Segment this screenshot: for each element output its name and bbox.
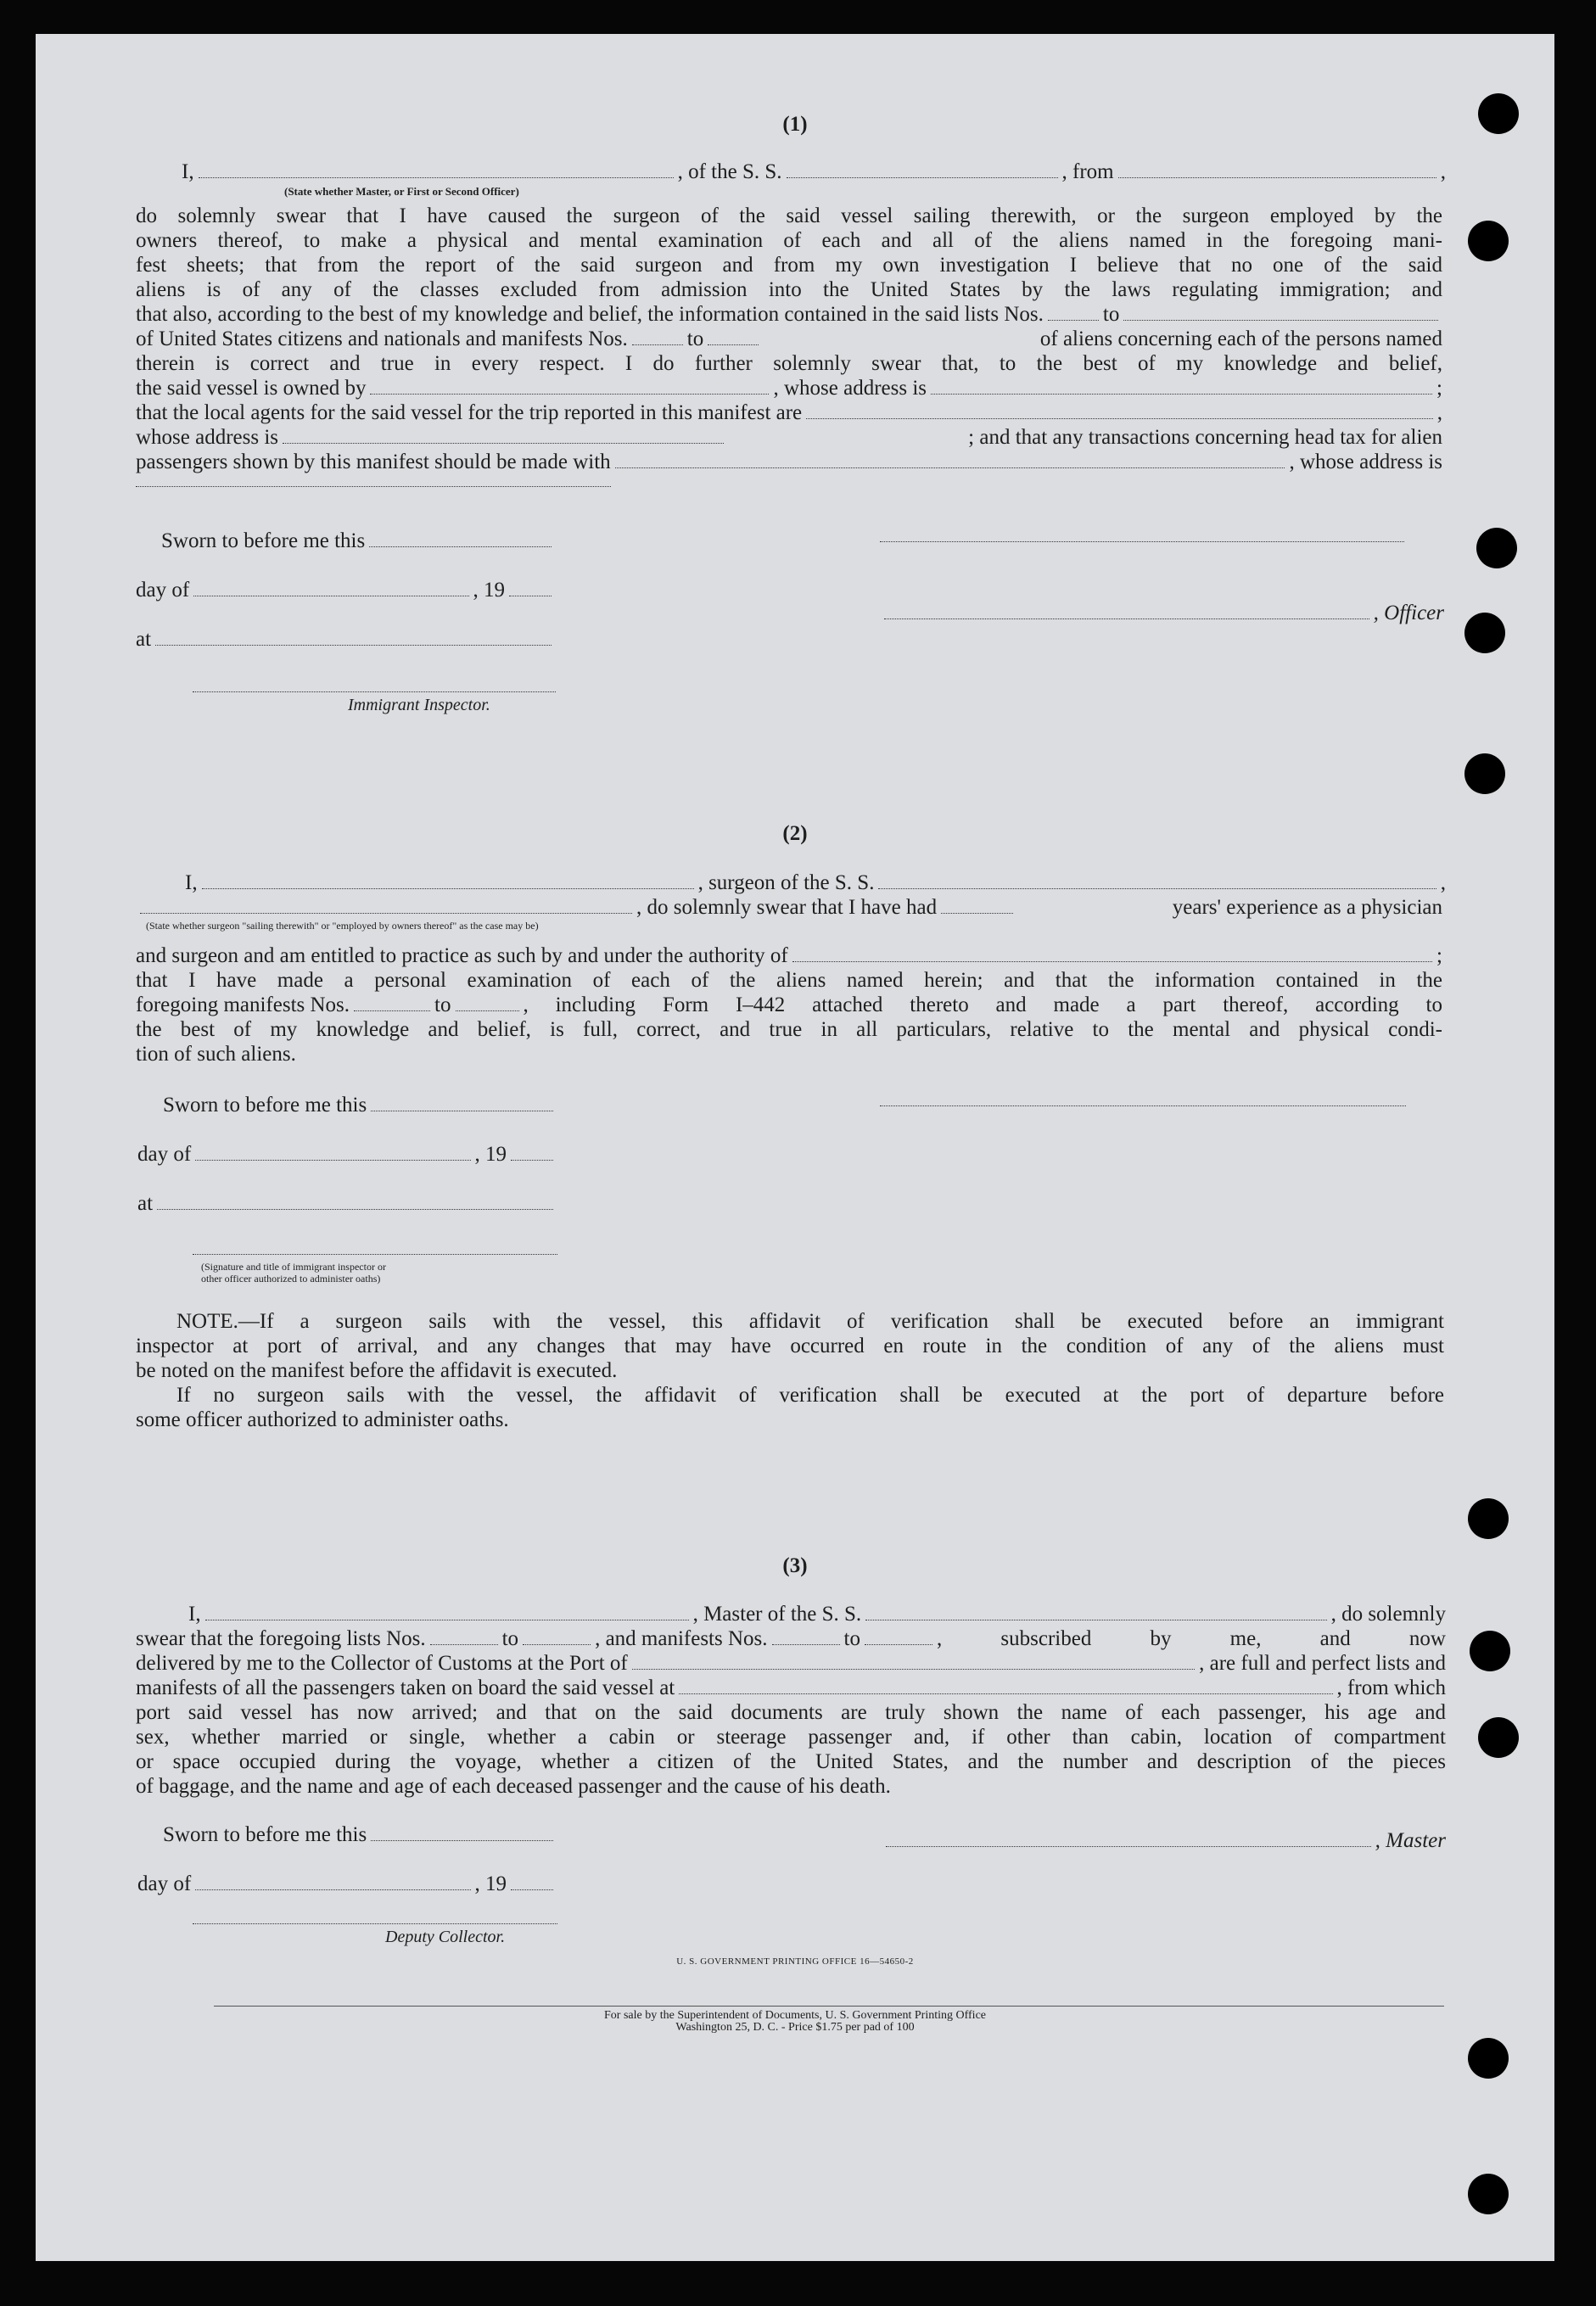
binder-hole	[1470, 1631, 1510, 1671]
s1-text: of United States citizens and nationals and manifests Nos.	[136, 327, 628, 350]
headtax-address-field[interactable]	[136, 486, 611, 487]
master-label: , Master	[1375, 1829, 1446, 1852]
s3-text: , are full and perfect lists and	[1199, 1652, 1446, 1675]
s2-note-line: NOTE.—If a surgeon sails with the vessel, this affidavit of verification shall be executed before an immigrant	[176, 1310, 1444, 1333]
s2-line-authority	[136, 943, 1442, 968]
s1-line-agents	[136, 400, 1442, 425]
s2-text: foregoing manifests Nos.	[136, 993, 350, 1016]
s2-line-manifests	[136, 993, 1442, 1017]
binder-hole	[1468, 2174, 1509, 2214]
s2-inspector-signature-field[interactable]	[193, 1254, 557, 1255]
s3-manifests-to-field[interactable]	[865, 1637, 932, 1645]
s1-text: whose address is	[136, 426, 279, 449]
s1-text: that the local agents for the said vessel for the trip reported in this manifest are	[136, 401, 803, 424]
master-signature-field[interactable]	[886, 1839, 1371, 1847]
s3-vessel-field[interactable]	[865, 1613, 1326, 1620]
inspector-label: Immigrant Inspector.	[348, 696, 490, 714]
lists-from-field[interactable]	[1048, 313, 1099, 321]
s2-signature-note-2: other officer authorized to administer oaths)	[201, 1273, 381, 1285]
s3-text: , do solemnly	[1330, 1603, 1446, 1626]
s2-manifests-from-field[interactable]	[354, 1004, 430, 1011]
s2-text: to	[434, 993, 451, 1016]
day-field[interactable]	[193, 589, 468, 596]
surgeon-name-field[interactable]	[202, 882, 694, 889]
s2-year-field[interactable]	[511, 1153, 553, 1161]
s1-text: to	[686, 327, 704, 350]
sale-line-2: Washington 25, D. C. - Price $1.75 per pad of 100	[675, 2021, 915, 2034]
s2-day-field[interactable]	[195, 1153, 470, 1161]
s1-para-line: aliens is of any of the classes excluded from admission into the United States by the laws regulating immigration; and	[136, 278, 1442, 301]
s1-para-line: owners thereof, to make a physical and mental examination of each and all of the aliens named in the foregoing mani-	[136, 229, 1442, 252]
inspector-signature-field[interactable]	[193, 691, 556, 692]
s3-day-row	[137, 1872, 557, 1896]
s3-manifests-from-field[interactable]	[772, 1637, 840, 1645]
lists-to-field[interactable]	[1123, 313, 1438, 321]
s1-line-1	[182, 160, 1446, 184]
authority-field[interactable]	[792, 954, 1432, 962]
s2-at-row	[137, 1191, 557, 1216]
s2-vessel-field[interactable]	[878, 882, 1436, 889]
binder-hole	[1478, 93, 1519, 134]
footer-rule	[214, 2006, 1444, 2007]
s2-signature-note-1: (Signature and title of immigrant inspector or	[201, 1261, 386, 1273]
day-label: day of	[137, 1143, 192, 1166]
owner-field[interactable]	[370, 387, 769, 395]
s1-text: of aliens concerning each of the persons named	[1039, 327, 1442, 350]
master-name-field[interactable]	[205, 1613, 689, 1620]
s3-line-2	[136, 1626, 1446, 1651]
s1-line-agent-address	[136, 425, 1442, 450]
s3-sworn-date-field[interactable]	[371, 1833, 553, 1841]
s1-text: I,	[182, 160, 194, 183]
section-3-heading: (3)	[782, 1554, 808, 1577]
sale-line-1: For sale by the Superintendent of Documents, U. S. Government Printing Office	[604, 2009, 986, 2022]
s1-day-row	[136, 578, 556, 602]
deputy-signature-field[interactable]	[193, 1923, 557, 1924]
binder-hole	[1468, 221, 1509, 261]
gpo-imprint: U. S. GOVERNMENT PRINTING OFFICE 16—54650-2	[676, 1956, 914, 1967]
s1-text: to	[1102, 303, 1120, 326]
officer-label: , Officer	[1373, 602, 1444, 624]
s3-lists-from-field[interactable]	[430, 1637, 498, 1645]
s2-sworn-row	[163, 1093, 557, 1117]
s2-at-field[interactable]	[157, 1202, 553, 1210]
s2-text: , surgeon of the S. S.	[697, 871, 875, 894]
s1-text: passengers shown by this manifest should be made with	[136, 451, 611, 473]
manifests-to-field[interactable]	[708, 338, 759, 345]
s1-at-row	[136, 627, 556, 652]
s1-text: that also, according to the best of my knowledge and belief, the information contained in the said lists Nos.	[136, 303, 1044, 326]
officer-signature-line-1[interactable]	[880, 541, 1404, 542]
year-label: , 19	[474, 1143, 507, 1166]
years-experience-field[interactable]	[941, 906, 1013, 914]
s1-para-line: fest sheets; that from the report of the said surgeon and from my own investigation I believe that no one of the said	[136, 254, 1442, 277]
s1-text: , from	[1061, 160, 1114, 183]
binder-hole	[1464, 613, 1505, 653]
manifests-from-field[interactable]	[632, 338, 683, 345]
section-2-heading: (2)	[782, 822, 808, 845]
boarding-port-field[interactable]	[679, 1687, 1332, 1694]
master-signature-row	[882, 1828, 1446, 1853]
port-field[interactable]	[632, 1662, 1195, 1670]
section-1-heading: (1)	[782, 113, 808, 136]
at-label: at	[136, 628, 152, 651]
s1-text: ,	[1436, 401, 1442, 424]
at-field[interactable]	[155, 638, 552, 646]
officer-rank-field[interactable]	[199, 171, 674, 178]
owner-address-field[interactable]	[931, 387, 1432, 395]
from-port-field[interactable]	[1118, 171, 1436, 178]
officer-rank-note: (State whether Master, or First or Second Officer)	[284, 185, 519, 198]
surgeon-signature-field[interactable]	[880, 1105, 1406, 1106]
s1-para-line: therein is correct and true in every respect. I do further solemnly swear that, to the best of my knowledge and belief,	[136, 352, 1442, 375]
headtax-contact-field[interactable]	[615, 461, 1285, 468]
s2-note-line: be noted on the manifest before the affidavit is executed.	[136, 1359, 618, 1382]
at-label: at	[137, 1192, 154, 1215]
s3-year-field[interactable]	[511, 1883, 553, 1890]
day-label: day of	[136, 579, 190, 602]
s3-text: , and manifests Nos.	[595, 1627, 768, 1650]
s3-line-4	[136, 1676, 1446, 1700]
s2-note-line: some officer authorized to administer oaths.	[136, 1408, 509, 1431]
s1-text: ; and that any transactions concerning head tax for alien	[968, 426, 1442, 449]
s2-text: , including Form I–442 attached thereto and made a part thereof, according to	[523, 993, 1442, 1016]
year-label: , 19	[473, 579, 505, 602]
form-page	[36, 34, 1554, 2261]
s3-para-line: port said vessel has now arrived; and that on the said documents are truly shown the name of each passenger, his age and	[136, 1701, 1446, 1724]
s2-text: ,	[1440, 871, 1446, 894]
s1-line-manifests	[136, 327, 1442, 351]
s2-text: ;	[1436, 944, 1442, 967]
agents-field[interactable]	[806, 411, 1433, 419]
sworn-label: Sworn to before me this	[161, 529, 366, 552]
binder-hole	[1464, 753, 1505, 794]
s2-text: , do solemnly swear that I have had	[636, 896, 938, 919]
year-label: , 19	[474, 1872, 507, 1895]
s2-para-line: tion of such aliens.	[136, 1043, 296, 1066]
s2-para-line: that I have made a personal examination of each of the aliens named herein; and that the information contained in the	[136, 969, 1442, 992]
year-field[interactable]	[509, 589, 552, 596]
s3-text: swear that the foregoing lists Nos.	[136, 1627, 426, 1650]
binder-hole	[1468, 2038, 1509, 2079]
s3-para-line: sex, whether married or single, whether a cabin or steerage passenger and, if other than cabin, location of compartment	[136, 1726, 1446, 1749]
s2-text: and surgeon and am entitled to practice as such by and under the authority of	[136, 944, 788, 967]
s1-text: , whose address is	[1289, 451, 1442, 473]
s3-sworn-row	[163, 1822, 557, 1847]
s3-text: manifests of all the passengers taken on board the said vessel at	[136, 1676, 675, 1699]
deputy-label: Deputy Collector.	[385, 1928, 506, 1946]
s1-line-lists	[136, 302, 1442, 327]
s3-text: , subscribed by me, and now	[936, 1627, 1446, 1650]
s3-lists-to-field[interactable]	[523, 1637, 591, 1645]
binder-hole	[1468, 1498, 1509, 1539]
s3-text: to	[843, 1627, 860, 1650]
s1-line-owner	[136, 376, 1442, 400]
s2-day-row	[137, 1142, 557, 1167]
sworn-label: Sworn to before me this	[163, 1823, 367, 1846]
s2-line-2	[136, 895, 1442, 920]
s2-text: I,	[185, 871, 198, 894]
s1-text: , whose address is	[773, 377, 927, 400]
s2-manifests-to-field[interactable]	[456, 1004, 519, 1011]
s2-sworn-date-field[interactable]	[371, 1104, 553, 1111]
agent-address-field[interactable]	[283, 436, 724, 444]
s1-text: the said vessel is owned by	[136, 377, 367, 400]
s3-day-field[interactable]	[195, 1883, 470, 1890]
s1-text: , of the S. S.	[677, 160, 782, 183]
s3-text: , Master of the S. S.	[692, 1603, 862, 1626]
s3-line-3	[136, 1651, 1446, 1676]
s2-line-1	[185, 870, 1446, 895]
s2-text: years' experience as a physician	[1172, 896, 1442, 919]
vessel-name-field[interactable]	[787, 171, 1058, 178]
s1-line-headtax	[136, 450, 1442, 474]
s3-text: I,	[188, 1603, 201, 1626]
s3-text: delivered by me to the Collector of Customs at the Port of	[136, 1652, 628, 1675]
s3-line-1	[188, 1602, 1446, 1626]
s3-text: , from which	[1336, 1676, 1446, 1699]
officer-signature-row	[880, 601, 1444, 625]
binder-hole	[1478, 1717, 1519, 1758]
day-label: day of	[137, 1872, 192, 1895]
s3-text: to	[501, 1627, 519, 1650]
s2-para-line: the best of my knowledge and belief, is full, correct, and true in all particulars, relative to the mental and physical condi-	[136, 1018, 1442, 1041]
surgeon-status-note: (State whether surgeon "sailing therewith" or "employed by owners thereof" as the case may be)	[146, 920, 539, 932]
officer-signature-field[interactable]	[884, 612, 1369, 619]
surgeon-status-field[interactable]	[140, 906, 632, 914]
s3-para-line: of baggage, and the name and age of each deceased passenger and the cause of his death.	[136, 1775, 891, 1798]
s3-para-line: or space occupied during the voyage, whether a citizen of the United States, and the number and description of the pieces	[136, 1750, 1446, 1773]
s2-note-line: If no surgeon sails with the vessel, the affidavit of verification shall be executed at the port of departure before	[176, 1384, 1444, 1407]
s1-text: ,	[1440, 160, 1446, 183]
s1-sworn-row	[161, 529, 556, 553]
sworn-date-field[interactable]	[369, 540, 552, 547]
s1-text: ;	[1436, 377, 1442, 400]
binder-hole	[1476, 528, 1517, 568]
s2-note-line: inspector at port of arrival, and any changes that may have occurred en route in the condition of any of the aliens must	[136, 1335, 1444, 1357]
s1-para-line: do solemnly swear that I have caused the surgeon of the said vessel sailing therewith, or the surgeon employed by the	[136, 204, 1442, 227]
sworn-label: Sworn to before me this	[163, 1094, 367, 1117]
